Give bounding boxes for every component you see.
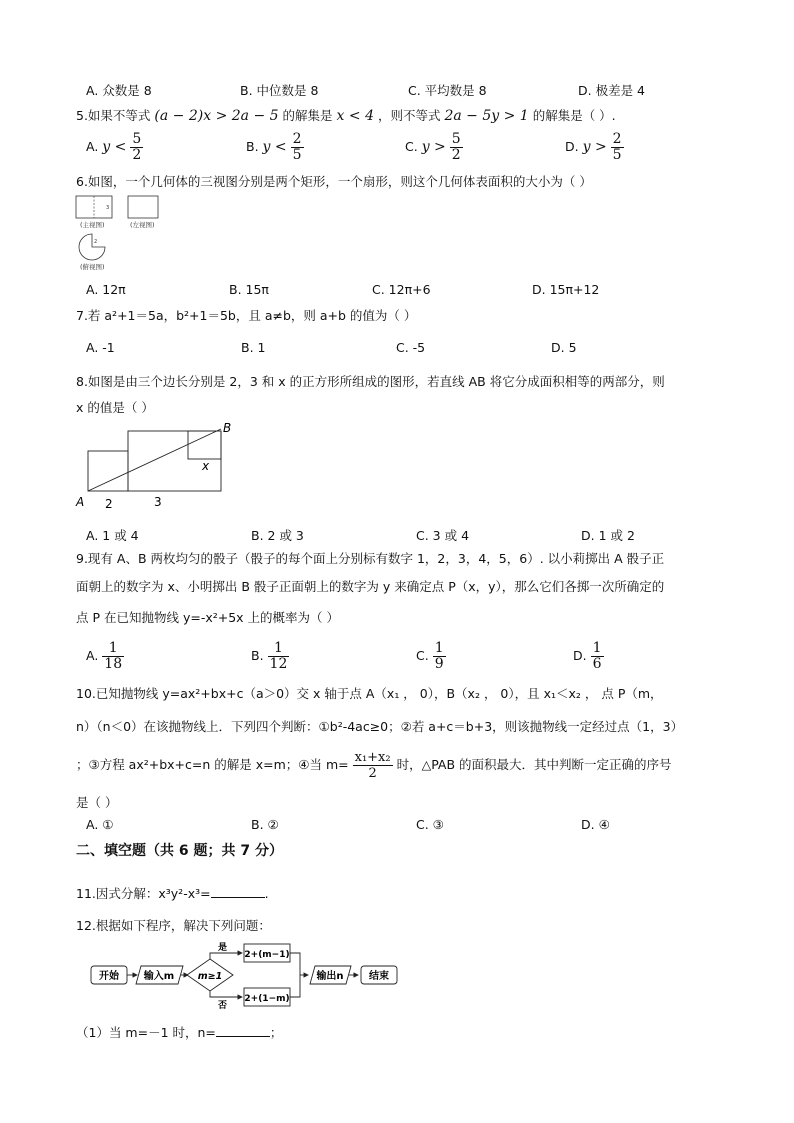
q12-sub1: （1）当 m=－1 时，n= ； (76, 1025, 283, 1040)
q10-line3: ；③方程 ax²+bx+c=n 的解是 x=m；④当 m= $\frac{\text{x₁+x₂}}{2}$ 时，△PAB 的面积最大．其中判断一定正确的序号 (76, 750, 672, 781)
q5-post: 的解集是（ ）. (532, 108, 616, 123)
q8-squares-figure (72, 418, 242, 516)
top-view-dim: 2 (94, 239, 98, 245)
q4-option-a: A. 众数是 8 (86, 83, 152, 98)
section-2-heading: 二、填空题（共 6 题；共 7 分） (76, 843, 283, 859)
svg-text:m≥1: m≥1 (197, 971, 223, 982)
label-3: 3 (154, 495, 162, 509)
q11-question: 11.因式分解：x³y²-x³= . (76, 886, 269, 901)
q5-option-b: B. y < $\frac{2}{5}$ (246, 131, 302, 163)
q10-option-b: B. ② (251, 817, 279, 832)
q6-option-a: A. 12π (86, 282, 126, 297)
svg-text:输出n: 输出n (316, 971, 344, 982)
top-view-caption: (俯视图) (80, 263, 105, 271)
front-view-dim: 3 (106, 205, 110, 211)
q9-option-b: B. $\frac{1}{12}$ (251, 640, 288, 672)
q10-line2: n）（n＜0）在该抛物线上．下列四个判断：①b²-4ac≥0；②若 a+c＝b+3，则该抛物线一定经过点（1，3） (76, 719, 684, 734)
q11-answer-blank[interactable] (211, 885, 265, 898)
label-a: A (76, 495, 85, 509)
q8-option-a: A. 1 或 4 (86, 528, 139, 543)
svg-text:结束: 结束 (369, 971, 389, 982)
q7-option-d: D. 5 (551, 340, 577, 355)
svg-text:开始: 开始 (99, 971, 119, 982)
q4-option-b: B. 中位数是 8 (240, 83, 319, 98)
q10-line4: 是（ ） (76, 795, 118, 810)
label-2: 2 (105, 497, 113, 511)
q9-option-d: D. $\frac{1}{6}$ (573, 640, 602, 672)
q12-flowchart (88, 940, 404, 1010)
q5-option-c: C. y > $\frac{5}{2}$ (405, 131, 461, 163)
q6-option-d: D. 15π+12 (532, 282, 600, 297)
q6-option-c: C. 12π+6 (372, 282, 431, 297)
q8-option-c: C. 3 或 4 (416, 528, 470, 543)
q10-option-a: A. ① (86, 817, 114, 832)
svg-text:否: 否 (218, 1001, 228, 1010)
q6-option-b: B. 15π (229, 282, 269, 297)
q7-option-b: B. 1 (241, 340, 266, 355)
svg-text:2+(1−m): 2+(1−m) (244, 994, 290, 1004)
svg-text:2+(m−1): 2+(m−1) (244, 950, 290, 960)
q8-line2: x 的值是（ ） (76, 400, 154, 415)
left-view-caption: (左视图) (130, 221, 155, 229)
q5-question (76, 106, 616, 124)
q7-option-a: A. -1 (86, 340, 115, 355)
q5-ineq1: (a − 2)x > 2a − 5 (154, 108, 279, 124)
q6-three-views-figure (72, 192, 172, 274)
q12-question: 12.根据如下程序，解决下列问题： (76, 918, 271, 933)
top-view-sector (79, 234, 105, 260)
svg-text:是: 是 (218, 943, 228, 953)
q9-line2: 面朝上的数字为 x、小明掷出 B 骰子正面朝上的数字为 y 来确定点 P（x，y），那么它们各掷一次所确定的 (76, 579, 665, 594)
q8-line1: 8.如图是由三个边长分别是 2，3 和 x 的正方形所组成的图形，若直线 AB 将它分成面积相等的两部分，则 (76, 374, 665, 389)
q8-option-b: B. 2 或 3 (251, 528, 304, 543)
square-2 (88, 451, 128, 491)
q4-option-c: C. 平均数是 8 (408, 83, 487, 98)
q5-option-a: A. y < $\frac{5}{2}$ (86, 131, 142, 163)
q10-option-c: C. ③ (416, 817, 444, 832)
q9-line3: 点 P 在已知抛物线 y=-x²+5x 上的概率为（ ） (76, 610, 340, 625)
front-view-caption: (主视图) (80, 221, 105, 229)
left-view-rect (128, 196, 158, 218)
q5-ineq2: 2a − 5y > 1 (444, 108, 529, 124)
q5-pre: 5.如果不等式 (76, 108, 151, 123)
q12-sub1-answer-blank[interactable] (216, 1024, 270, 1037)
q9-option-c: C. $\frac{1}{9}$ (416, 640, 444, 672)
q8-option-d: D. 1 或 2 (581, 528, 635, 543)
label-b: B (223, 421, 232, 435)
q5-mid: 的解集是 (282, 108, 333, 123)
q6-question: 6.如图，一个几何体的三视图分别是两个矩形，一个扇形，则这个几何体表面积的大小为（ ） (76, 174, 592, 189)
svg-text:输入m: 输入m (143, 971, 175, 982)
label-x: x (202, 459, 210, 473)
q5-cond: x < 4 (336, 108, 374, 124)
q5-option-d: D. y > $\frac{2}{5}$ (565, 131, 622, 163)
q10-line1: 10.已知抛物线 y=ax²+bx+c（a＞0）交 x 轴于点 A（x₁ ， 0），B（x₂ ， 0），且 x₁＜x₂ ， 点 P（m， (76, 686, 663, 701)
q10-option-d: D. ④ (581, 817, 610, 832)
q9-option-a: A. $\frac{1}{18}$ (86, 640, 123, 672)
q4-option-d: D. 极差是 4 (578, 83, 645, 98)
square-x (188, 431, 221, 459)
q7-question: 7.若 a²+1＝5a，b²+1＝5b，且 a≠b，则 a+b 的值为（ ） (76, 308, 417, 323)
q7-option-c: C. -5 (396, 340, 426, 355)
q9-line1: 9.现有 A、B 两枚均匀的骰子（骰子的每个面上分别标有数字 1，2，3，4，5，6）. 以小莉掷出 A 骰子正 (76, 551, 665, 566)
q5-mid2: ，则不等式 (377, 108, 441, 123)
